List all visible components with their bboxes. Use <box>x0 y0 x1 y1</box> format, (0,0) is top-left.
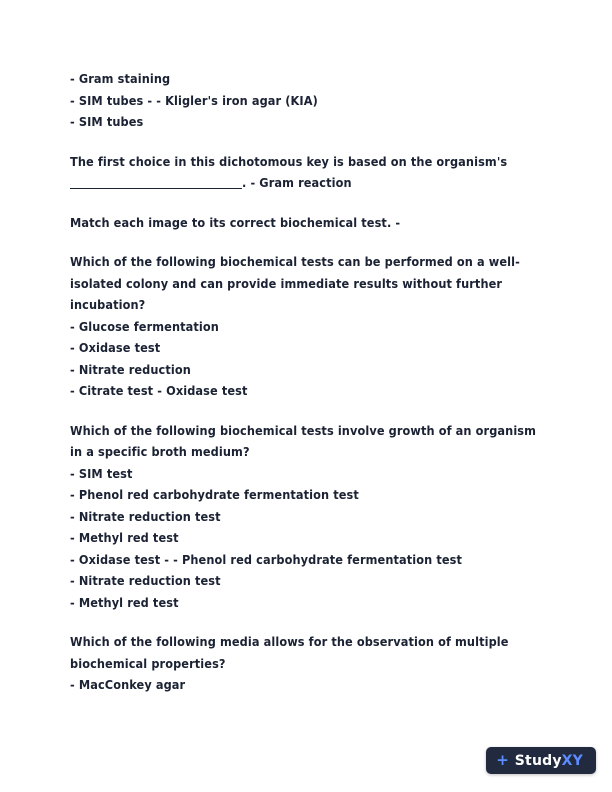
question-text: Which of the following media allows for the observation of multiple biochemical properties? <box>70 634 509 671</box>
question-text: Match each image to its correct biochemical test. - <box>70 214 401 230</box>
list-item: - SIM test <box>70 465 133 481</box>
brand-primary: Study <box>514 752 562 769</box>
fill-in-blank <box>70 175 242 189</box>
question-immediate-results <box>70 251 540 402</box>
question-multiple-properties <box>70 631 540 696</box>
list-item: - Nitrate reduction <box>70 361 191 377</box>
list-item: - SIM tubes <box>70 114 144 129</box>
question-text: Which of the following biochemical tests involve growth of an organism in a specific broth medium? <box>70 422 537 459</box>
list-item: - Citrate test - Oxidase test <box>70 383 248 398</box>
list-item: - SIM tubes - - Kligler's iron agar (KIA) <box>70 92 318 108</box>
list-item: - Methyl red test <box>70 530 179 545</box>
list-item: - Methyl red test <box>70 594 179 610</box>
studyxy-watermark[interactable] <box>486 747 596 774</box>
document-content <box>70 68 540 696</box>
list-item: - Nitrate reduction test <box>70 573 221 588</box>
question-match-image <box>70 212 540 234</box>
answer-blank-line <box>70 172 540 194</box>
watermark-label <box>515 754 583 768</box>
list-item: - MacConkey agar <box>70 677 186 692</box>
question-broth-medium <box>70 420 540 614</box>
list-item: - Nitrate reduction test <box>70 508 221 524</box>
question-text-continued: . - Gram reaction <box>242 175 352 190</box>
list-item: - Gram staining <box>70 71 171 86</box>
list-item: - Glucose fermentation <box>70 318 219 334</box>
question-dichotomous-key <box>70 151 540 194</box>
list-item: - Oxidase test <box>70 340 161 355</box>
answer-list-top <box>70 68 540 133</box>
list-item: - Phenol red carbohydrate fermentation test <box>70 487 359 502</box>
plus-icon: + <box>496 751 509 769</box>
list-item: - Oxidase test - - Phenol red carbohydrate fermentation test <box>70 551 463 567</box>
question-text: Which of the following biochemical tests can be performed on a well-isolated colony and can provide immediate results without further incubation? <box>70 254 520 312</box>
brand-accent: XY <box>561 752 583 769</box>
question-text: The first choice in this dichotomous key is based on the organism's <box>70 153 508 169</box>
